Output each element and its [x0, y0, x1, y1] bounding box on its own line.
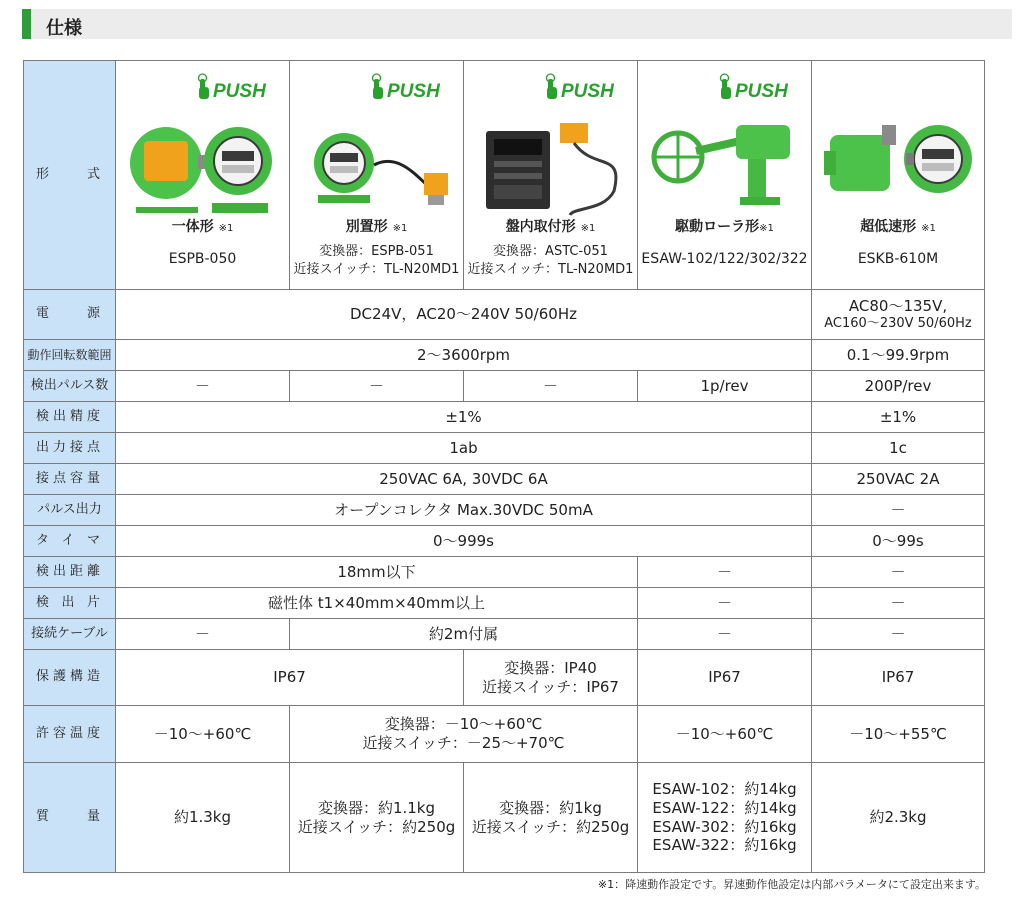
cell-distance-common: 18mm以下 — [116, 557, 638, 588]
product-name: 超低速形 ※1 — [860, 219, 936, 235]
cell-rpm-eskb: 0.1～99.9rpm — [812, 340, 985, 371]
label-rpm-range: 動作回転数範囲 — [24, 340, 116, 371]
cell-temp-c5: －10～+55℃ — [812, 706, 985, 763]
device-image-separate — [300, 111, 458, 223]
label-accuracy: 検出精度 — [24, 402, 116, 433]
product-model: ESKB-610M — [857, 251, 939, 267]
push-icon — [545, 71, 627, 103]
cell-accuracy-eskb: ±1% — [812, 402, 985, 433]
product-model: 変換器：ESPB-051 近接スイッチ：TL-N20MD1 — [293, 244, 460, 278]
cell-pulse-c1: － — [116, 371, 290, 402]
label-power: 電 源 — [24, 290, 116, 340]
cell-pulse-output-common: オープンコレクタ Max.30VDC 50mA — [116, 495, 812, 526]
cell-target-c5: － — [812, 588, 985, 619]
cell-pulse-c2: － — [290, 371, 464, 402]
device-image-ultra-low-speed — [822, 111, 980, 223]
cell-cable-c5: － — [812, 619, 985, 650]
push-icon — [719, 71, 801, 103]
row-pulse-output — [24, 495, 985, 526]
footnote: ※1：降速動作設定です。昇速動作他設定は内部パラメータにて設定出来ます。 — [597, 878, 986, 891]
label-contact-capacity: 接点容量 — [24, 464, 116, 495]
product-cell-eskb610m — [812, 61, 985, 290]
cell-protection-c4: IP67 — [638, 650, 812, 706]
product-model: ESPB-050 — [168, 251, 237, 267]
cell-target-c4: － — [638, 588, 812, 619]
label-temperature: 許容温度 — [24, 706, 116, 763]
cell-accuracy-common: ±1% — [116, 402, 812, 433]
cell-protection-c12: IP67 — [116, 650, 464, 706]
row-target — [24, 588, 985, 619]
product-model: ESAW-102/122/302/322 — [641, 251, 808, 267]
label-mass: 質 量 — [24, 763, 116, 873]
label-output-contact: 出力接点 — [24, 433, 116, 464]
label-cable: 接続ケーブル — [24, 619, 116, 650]
product-name: 駆動ローラ形※1 — [675, 219, 774, 235]
row-pulse-count — [24, 371, 985, 402]
push-text: PUSH — [735, 81, 788, 102]
push-text: PUSH — [213, 81, 266, 102]
product-cell-espb050 — [116, 61, 290, 290]
push-text: PUSH — [387, 81, 440, 102]
cell-cable-c23: 約2m付属 — [290, 619, 638, 650]
cell-pulse-c3: － — [464, 371, 638, 402]
cell-capacity-eskb: 250VAC 2A — [812, 464, 985, 495]
label-pulse-count: 検出パルス数 — [24, 371, 116, 402]
cell-mass-c3: 変換器：約1kg 近接スイッチ：約250g — [464, 763, 638, 873]
title-accent-mark — [22, 9, 31, 39]
row-mass — [24, 763, 985, 873]
device-image-integrated — [126, 111, 284, 223]
cell-distance-c4: － — [638, 557, 812, 588]
product-cell-esaw — [638, 61, 812, 290]
cell-mass-c1: 約1.3kg — [116, 763, 290, 873]
cell-protection-c5: IP67 — [812, 650, 985, 706]
label-timer: タイマ — [24, 526, 116, 557]
cell-timer-eskb: 0～99s — [812, 526, 985, 557]
product-cell-espb051 — [290, 61, 464, 290]
row-power — [24, 290, 985, 340]
cell-pulse-c5: 200P/rev — [812, 371, 985, 402]
cell-target-common: 磁性体 t1×40mm×40mm以上 — [116, 588, 638, 619]
product-model: 変換器：ASTC-051 近接スイッチ：TL-N20MD1 — [467, 244, 634, 278]
row-rpm-range — [24, 340, 985, 371]
label-form: 形 式 — [24, 61, 116, 290]
row-contact-capacity — [24, 464, 985, 495]
device-image-drive-roller — [648, 111, 806, 223]
label-pulse-output: パルス出力 — [24, 495, 116, 526]
cell-timer-common: 0～999s — [116, 526, 812, 557]
cell-temp-c4: －10～+60℃ — [638, 706, 812, 763]
cell-temp-c23: 変換器：－10～+60℃ 近接スイッチ：－25～+70℃ — [290, 706, 638, 763]
product-name: 別置形 ※1 — [345, 219, 408, 235]
cell-temp-c1: －10～+60℃ — [116, 706, 290, 763]
cell-capacity-common: 250VAC 6A, 30VDC 6A — [116, 464, 812, 495]
label-protection: 保護構造 — [24, 650, 116, 706]
row-timer — [24, 526, 985, 557]
device-image-panel-mount — [474, 111, 632, 223]
label-distance: 検出距離 — [24, 557, 116, 588]
product-cell-astc051 — [464, 61, 638, 290]
product-name: 盤内取付形 ※1 — [505, 219, 596, 235]
cell-protection-c3: 変換器：IP40 近接スイッチ：IP67 — [464, 650, 638, 706]
section-title: 仕様 — [46, 18, 82, 39]
cell-power-eskb: AC80～135V, AC160～230V 50/60Hz — [812, 290, 985, 340]
spec-table — [23, 60, 985, 873]
cell-cable-c1: － — [116, 619, 290, 650]
row-distance — [24, 557, 985, 588]
section-title-bar — [22, 9, 1012, 39]
cell-pulse-c4: 1p/rev — [638, 371, 812, 402]
cell-power-common: DC24V，AC20～240V 50/60Hz — [116, 290, 812, 340]
product-name: 一体形 ※1 — [171, 219, 234, 235]
cell-mass-c4: ESAW-102：約14kg ESAW-122：約14kg ESAW-302：約16kg ESAW-322：約16kg — [638, 763, 812, 873]
row-output-contact — [24, 433, 985, 464]
cell-output-common: 1ab — [116, 433, 812, 464]
push-icon — [197, 71, 279, 103]
row-temperature — [24, 706, 985, 763]
cell-mass-c2: 変換器：約1.1kg 近接スイッチ：約250g — [290, 763, 464, 873]
cell-output-eskb: 1c — [812, 433, 985, 464]
cell-cable-c4: － — [638, 619, 812, 650]
label-target: 検出片 — [24, 588, 116, 619]
row-accuracy — [24, 402, 985, 433]
row-protection — [24, 650, 985, 706]
cell-mass-c5: 約2.3kg — [812, 763, 985, 873]
cell-pulse-output-eskb: － — [812, 495, 985, 526]
push-icon — [371, 71, 453, 103]
row-cable — [24, 619, 985, 650]
push-text: PUSH — [561, 81, 614, 102]
row-form — [24, 61, 985, 290]
cell-distance-c5: － — [812, 557, 985, 588]
cell-rpm-common: 2～3600rpm — [116, 340, 812, 371]
